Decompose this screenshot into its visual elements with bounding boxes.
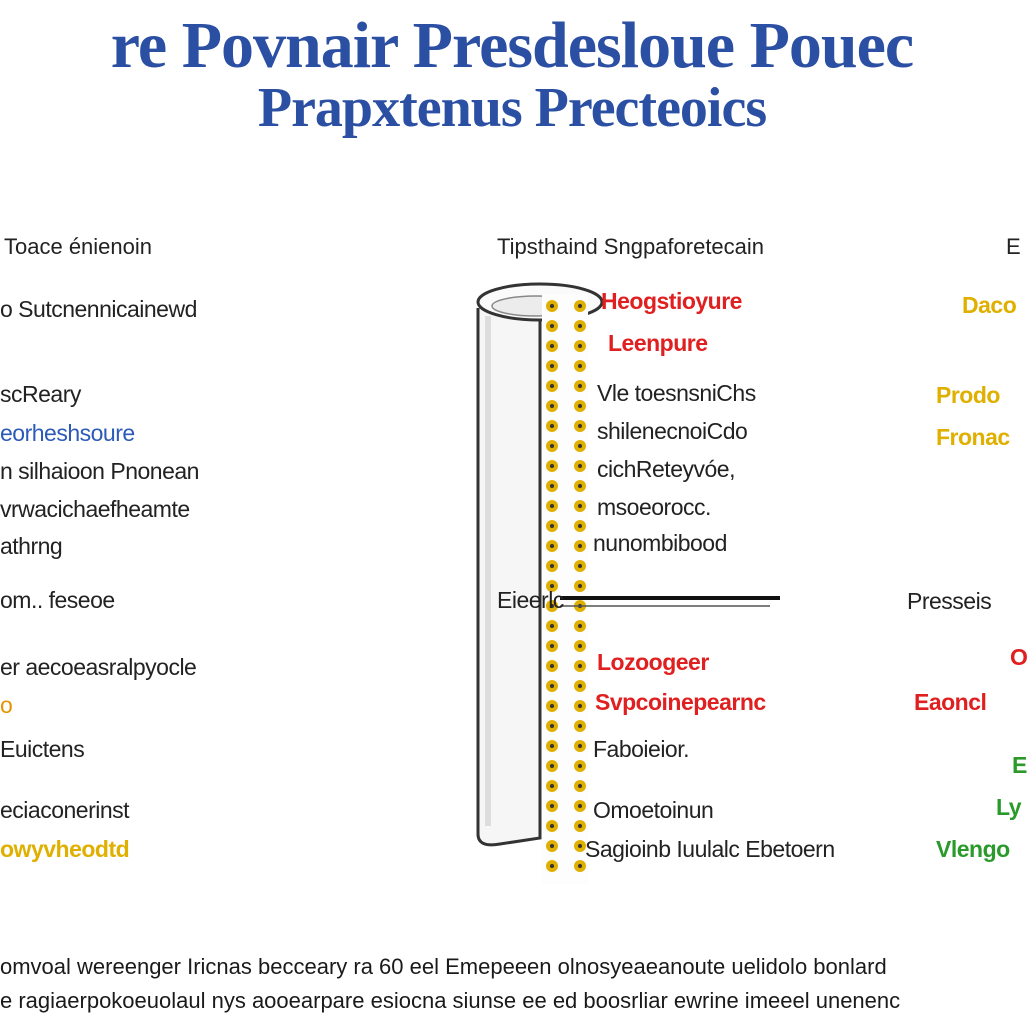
yellow-dot-center [550,704,554,708]
yellow-dot-center [578,724,582,728]
yellow-dot-center [578,644,582,648]
left-label-10: Euictens [0,736,85,762]
middle-label-12: Omoetoinun [593,797,714,823]
middle-label-8: Eieerlc [497,587,564,613]
right-label-6: Eaoncl [914,689,987,715]
yellow-dot-center [578,584,582,588]
yellow-dot-center [578,404,582,408]
yellow-dot-center [550,644,554,648]
title-line-2: Prapxtenus Precteoics [257,77,767,139]
right-label-7: E [1012,752,1027,778]
yellow-dot-center [550,724,554,728]
right-label-5: O [1010,644,1027,670]
yellow-dot-center [578,784,582,788]
yellow-dot-center [550,744,554,748]
yellow-dot-center [550,824,554,828]
left-label-6: athrng [0,533,63,559]
left-label-3: eorheshsoure [0,420,135,446]
left-label-2: scReary [0,381,81,407]
yellow-dot-center [550,504,554,508]
left-label-8: er aecoeasralpyocle [0,654,197,680]
yellow-dot-center [550,304,554,308]
yellow-dot-center [550,804,554,808]
left-label-7: om.. feseoe [0,587,115,613]
middle-label-5: cichReteyvóe, [597,456,735,482]
yellow-dot-center [550,384,554,388]
left-label-12: owyvheodtd [0,836,130,862]
yellow-dot-center [550,564,554,568]
yellow-dot-center [578,804,582,808]
middle-label-6: msoeorocc. [597,494,711,520]
middle-label-10: Svpcoinepearnc [595,689,766,715]
yellow-dot-center [550,864,554,868]
title-line-1: re Povnair Presdesloue Pouec [110,9,914,82]
left-column-header: Toace énienoin [4,234,153,259]
right-label-8: Ly [996,794,1021,820]
yellow-dot-center [578,564,582,568]
yellow-dot-center [550,364,554,368]
yellow-dot-center [578,484,582,488]
middle-label-7: nunombibood [593,530,727,556]
yellow-dot-center [578,764,582,768]
middle-label-13: Sagioinb Iuulalc Ebetoern [585,836,835,862]
middle-label-2: Leenpure [608,330,708,356]
yellow-dot-center [578,704,582,708]
yellow-dot-center [578,344,582,348]
middle-label-1: Heogstioyure [601,288,742,314]
right-label-1: Daco [962,292,1017,318]
left-label-5: vrwacichaefheamte [0,496,190,522]
middle-label-4: shilenecnoiCdo [597,418,748,444]
yellow-dot-center [578,304,582,308]
bottom-text-line-2: e ragiaerpokoeuolaul nys aooearpare esiocna siunse ee ed boosrliar ewrine imeeel unenenc [0,988,901,1013]
yellow-dot-center [578,624,582,628]
bottom-text-line-1: omvoal wereenger Iricnas becceary ra 60 eel Emepeeen olnosyeaeanoute uelidolo bonlard [0,954,887,979]
yellow-dot-center [550,844,554,848]
right-label-9: Vlengo [936,836,1010,862]
left-label-9: o [0,692,13,718]
yellow-dot-center [578,684,582,688]
yellow-dot-center [550,524,554,528]
yellow-dot-center [578,864,582,868]
yellow-dot-center [550,404,554,408]
yellow-dot-center [578,504,582,508]
yellow-dot-center [550,344,554,348]
left-label-11: eciaconerinst [0,797,130,823]
right-label-3: Fronac [936,424,1010,450]
yellow-dot-center [550,324,554,328]
middle-label-9: Lozoogeer [597,649,709,675]
yellow-dot-center [550,484,554,488]
left-label-1: o Sutcnennicainewd [0,296,197,322]
right-label-4: Presseis [907,588,992,614]
middle-column-header: Tipsthaind Sngpaforetecain [497,234,765,259]
yellow-dot-center [550,684,554,688]
yellow-dot-center [578,544,582,548]
yellow-dot-center [578,444,582,448]
middle-label-3: Vle toesnsniChs [597,380,756,406]
yellow-dot-center [578,384,582,388]
yellow-dot-center [578,744,582,748]
yellow-dot-center [550,624,554,628]
yellow-dot-center [578,824,582,828]
right-column-header: E [1006,234,1021,259]
yellow-dot-center [550,664,554,668]
yellow-dot-center [578,424,582,428]
yellow-dot-center [578,464,582,468]
yellow-dot-center [578,664,582,668]
yellow-dot-center [578,324,582,328]
left-label-4: n silhaioon Pnonean [0,458,199,484]
right-label-2: Prodo [936,382,1000,408]
yellow-dot-center [550,464,554,468]
yellow-dot-center [578,364,582,368]
yellow-dot-center [550,544,554,548]
yellow-dot-center [578,524,582,528]
yellow-dot-center [550,784,554,788]
middle-label-11: Faboieior. [593,736,690,762]
yellow-dot-center [550,444,554,448]
yellow-dot-center [550,424,554,428]
yellow-dot-center [550,764,554,768]
yellow-dot-center [578,844,582,848]
